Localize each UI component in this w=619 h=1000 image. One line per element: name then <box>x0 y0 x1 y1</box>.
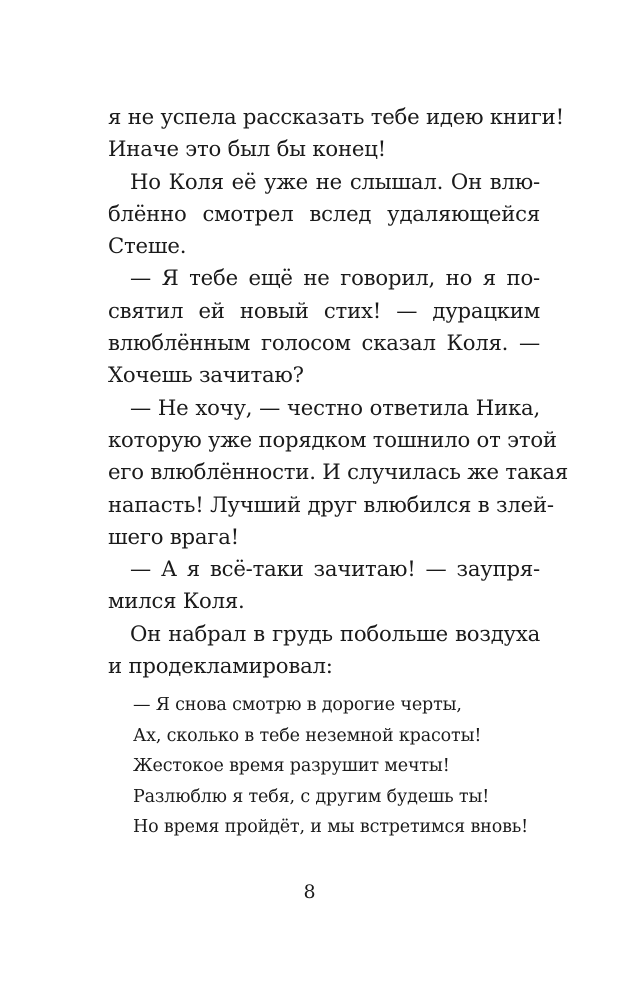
poem-line: Жестокое время разрушит мечты! <box>133 756 450 776</box>
prose-line: мился Коля. <box>108 588 245 614</box>
prose-line: шего врага! <box>108 523 239 549</box>
prose-line: святил ей новый стих! — дурацким <box>108 297 540 323</box>
prose-line: блённо смотрел вслед удаляющейся <box>108 200 540 226</box>
prose-line: Он набрал в грудь побольше воздуха <box>130 620 540 646</box>
prose-line: его влюблённости. И случилась же такая <box>108 459 569 485</box>
prose-line: я не успела рассказать тебе идею книги! <box>108 104 564 129</box>
page-number: 8 <box>303 881 316 903</box>
prose-line: — Я тебе ещё не говорил, но я по- <box>130 265 540 291</box>
prose-line: и продекламировал: <box>108 653 333 679</box>
prose-line: Стеше. <box>108 233 187 259</box>
prose-line: Хочешь зачитаю? <box>108 362 304 388</box>
poem-line: Ах, сколько в тебе неземной красоты! <box>133 725 482 746</box>
poem-block <box>133 690 553 843</box>
poem-line: Разлюблю я тебя, с другим будешь ты! <box>133 786 490 807</box>
prose-line: Иначе это был бы конец! <box>108 136 386 162</box>
prose-line: Но Коля её уже не слышал. Он влю- <box>130 168 540 194</box>
prose-line: — А я всё-таки зачитаю! — заупря- <box>130 556 540 582</box>
poem-line: Но время пройдёт, и мы встретимся вновь! <box>133 817 529 837</box>
prose-line: напасть! Лучший друг влюбился в злей- <box>108 491 554 517</box>
poem-line: — Я снова смотрю в дорогие черты, <box>133 695 462 715</box>
prose-line: влюблённым голосом сказал Коля. — <box>108 330 540 356</box>
prose-block <box>108 101 569 682</box>
prose-line: — Не хочу, — честно ответила Ника, <box>130 394 540 420</box>
prose-line: которую уже порядком тошнило от этой <box>108 426 557 452</box>
